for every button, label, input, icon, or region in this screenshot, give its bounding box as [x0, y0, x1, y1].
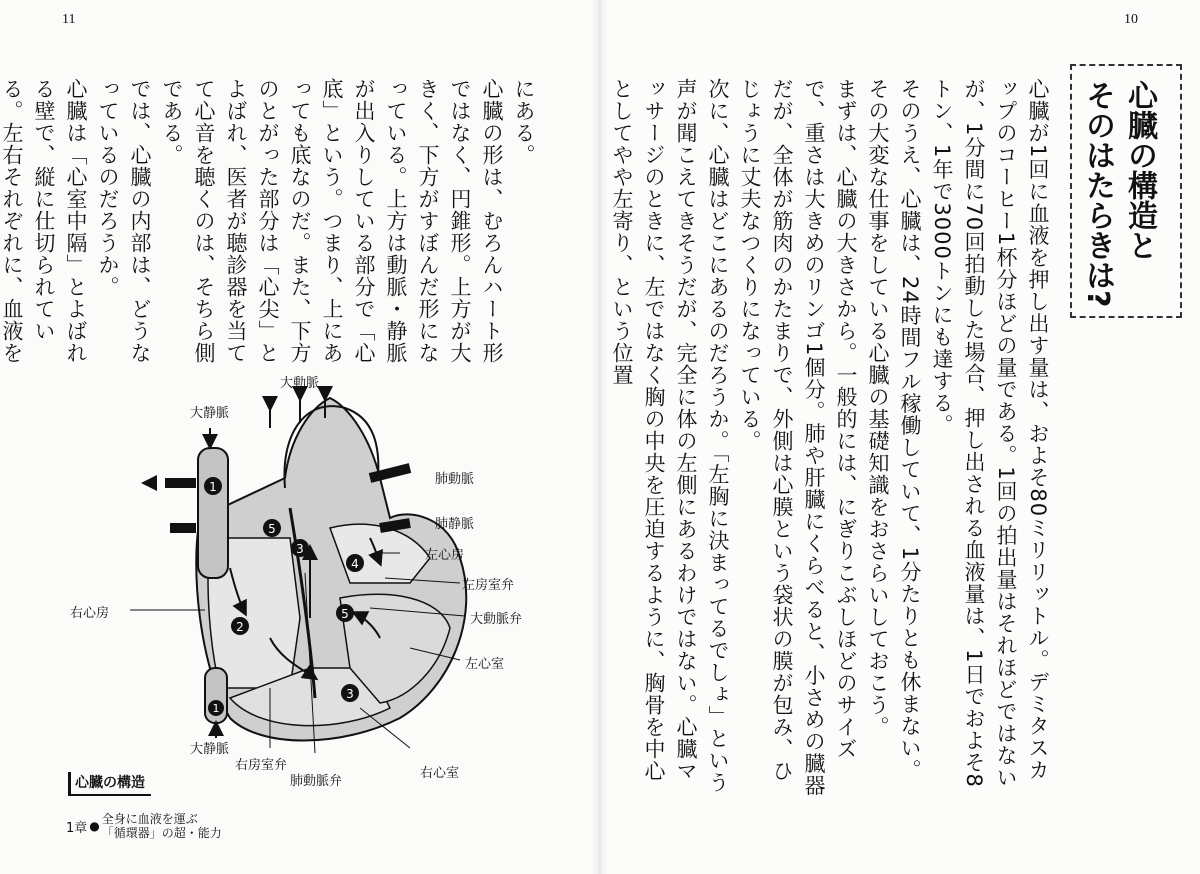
svg-text:5: 5: [268, 522, 276, 536]
svg-text:5: 5: [341, 607, 349, 621]
svg-text:4: 4: [351, 557, 359, 571]
label-mitral-valve: 左房室弁: [462, 578, 515, 593]
section-title-box: [1070, 64, 1182, 318]
label-tricuspid-valve: 右房室弁: [235, 758, 288, 773]
svg-text:1: 1: [212, 702, 220, 715]
footer-line-1: 全身に血液を運ぶ: [101, 812, 198, 826]
label-svc: 大静脈: [190, 406, 230, 421]
svg-text:3: 3: [346, 687, 354, 701]
label-pulmonary-vein: 肺静脈: [435, 517, 475, 532]
figure-caption: 心臓の構造: [68, 772, 151, 796]
page-footer: [66, 812, 222, 840]
page-number-right: 10: [1124, 12, 1138, 27]
footer-bullet-icon: ●: [89, 819, 100, 833]
label-pulmonary-valve: 肺動脈弁: [290, 774, 343, 789]
label-pulmonary-artery: 肺動脈: [435, 472, 475, 487]
footer-line-2: 「循環器」の超・能力: [101, 826, 222, 840]
svc-shape: [198, 448, 228, 578]
step-marker-4: [346, 554, 364, 572]
step-marker-2: [231, 617, 249, 635]
label-left-atrium: 左心房: [425, 548, 465, 563]
step-marker-3a: [291, 539, 309, 557]
step-marker-1a: [204, 477, 222, 495]
step-marker-5a: [263, 519, 281, 537]
svg-text:1: 1: [209, 480, 217, 494]
page-number-left: 11: [62, 12, 76, 27]
label-aortic-valve: 大動脈弁: [470, 612, 523, 627]
step-marker-1b: [208, 700, 224, 716]
label-ivc: 大静脈: [190, 742, 230, 757]
label-right-ventricle: 右心室: [420, 766, 460, 781]
label-aorta: 大動脈: [280, 376, 320, 391]
step-marker-3b: [341, 684, 359, 702]
right-body-text: 心臓が1回に血液を押し出す量は、およそ80ミリリットル。デミタスカップのコーヒー1杯分ほどの量である。1回の拍出量はそれほどではないが、1分間に70回拍動した場合、押し出される血液量は、1日でおよそ8トン、1年で3000トンにも達する。 そのうえ、心臓は、24時間フル稼働していて、1分たりとも休まない。その大変な仕事をしている心臓の基礎知識をおさらいしておこう。 まずは、心臓の大きさから。一般的には、にぎりこぶしほどのサイズで、重さは大きめのリンゴ1個分。肺や肝臓にくらべると、小さめの臓器だが、全体が筋肉のかたまりで、外側は心膜という袋状の膜が包み、ひじょうに丈夫なつくりになっている。 次に、心臓はどこにあるのだろうか。「左胸に決まってるでしょ」という声が聞こえてきそうだが、完全に体の左側にあるわけではない。心臓マッサージのときに、左ではなく胸の中央を圧迫するように、胸骨を中心としてやや左寄り、という位置: [610, 78, 1050, 797]
pulmonary-vein-right: [380, 523, 410, 528]
left-body-text: にある。 心臓の形は、むろんハート形ではなく、円錐形。上方が大きく、下方がすぼんだ形になっている。上方は動脈・静脈が出入りしている部分で「心底」という。つまり、上にあっても底なのだ。また、下方のとがった部分は「心尖」とよばれ、医者が聴診器を当てて心音を聴くのは、そちら側である。 では、心臓の内部は、どうなっているのだろうか。 心臓は「心室中隔」とよばれる壁で、縦に仕切られている。左右それぞれに、血液を: [0, 78, 536, 364]
svg-text:2: 2: [236, 620, 244, 634]
footer-chapter: 1章: [66, 820, 88, 836]
label-right-atrium: 右心房: [70, 606, 110, 621]
section-title: 心臓の構造と そのはたらきは?: [1080, 80, 1157, 308]
label-left-ventricle: 左心室: [465, 657, 505, 672]
step-marker-5b: [336, 604, 354, 622]
svg-text:3: 3: [296, 542, 304, 556]
book-gutter: [592, 0, 608, 874]
right-page: [600, 0, 1200, 874]
